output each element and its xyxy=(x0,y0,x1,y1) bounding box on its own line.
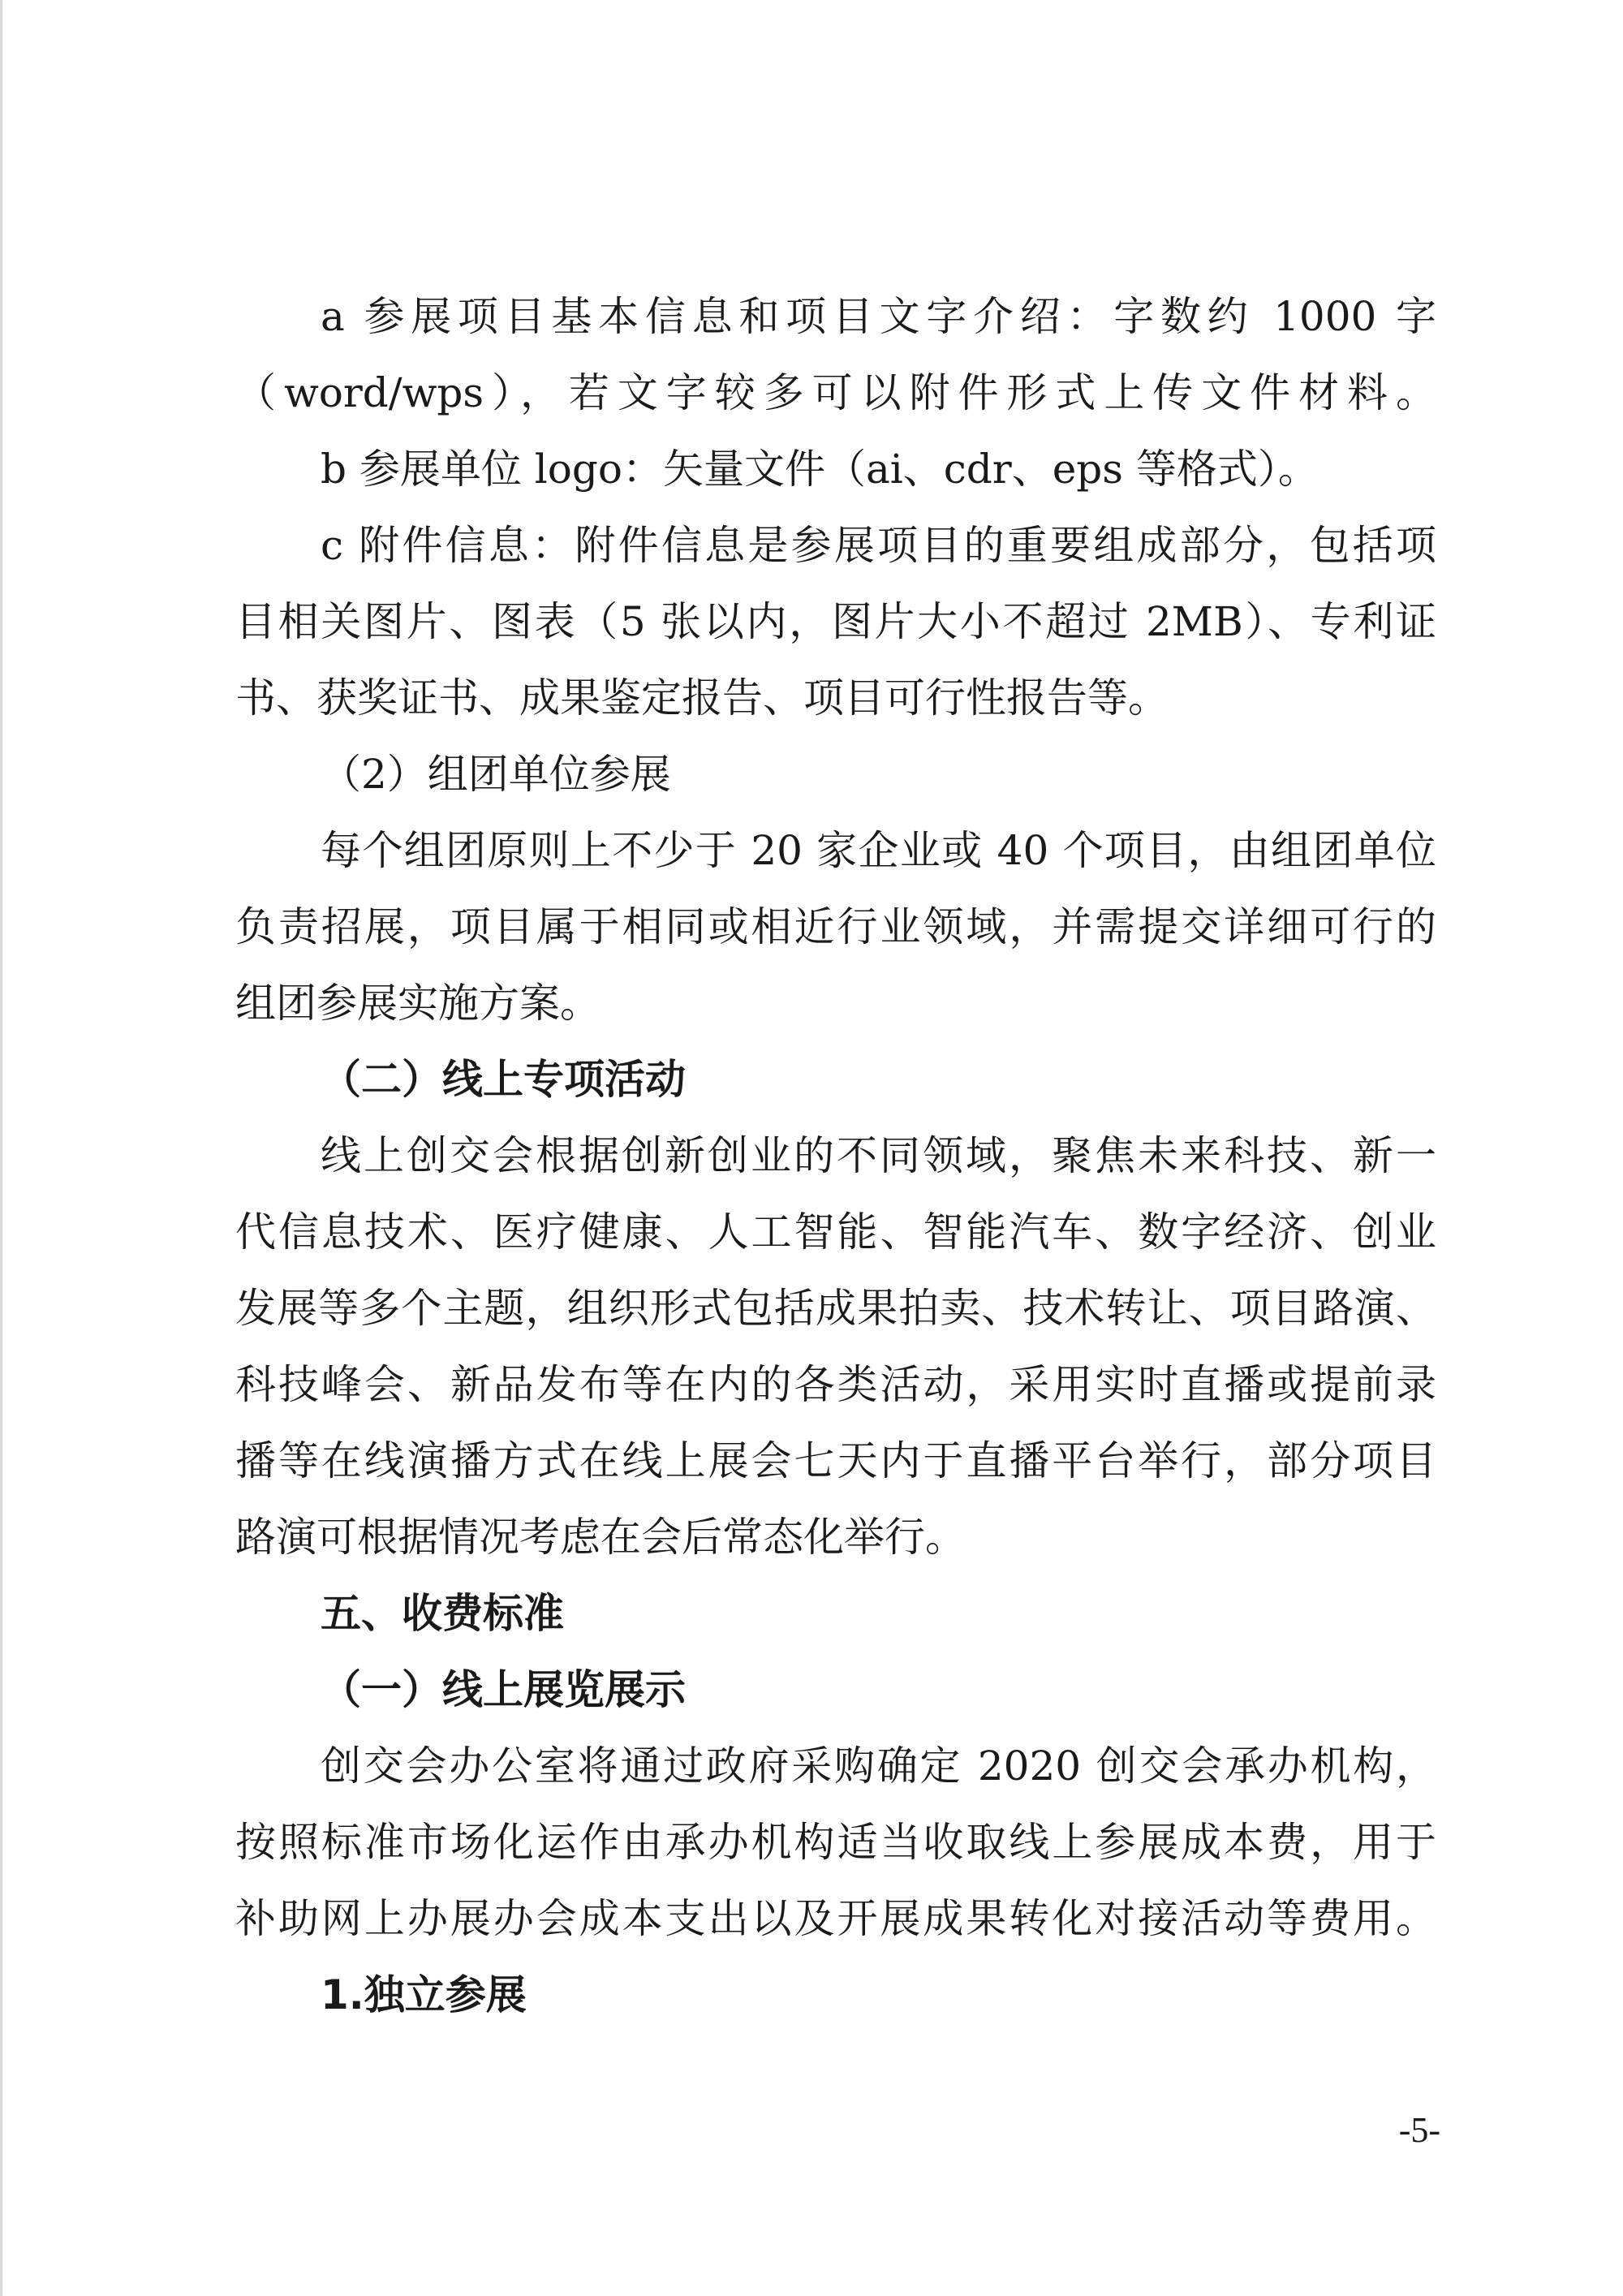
paragraph-line-10: 线上创交会根据创新创业的不同领域，聚焦未来科技、新一 xyxy=(321,1132,1436,1179)
section-heading-online-exhibition: （一）线上展览展示 xyxy=(321,1666,686,1713)
paragraph-line-1: a 参展项目基本信息和项目文字介绍：字数约 1000 字 xyxy=(321,293,1436,340)
subheading-group-exhibit: （2）组团单位参展 xyxy=(321,751,671,798)
paragraph-line-11: 代信息技术、医疗健康、人工智能、智能汽车、数字经济、创业 xyxy=(235,1208,1436,1256)
paragraph-line-2: （word/wps），若文字较多可以附件形式上传文件材料。 xyxy=(235,369,1436,416)
section-heading-fees: 五、收费标准 xyxy=(321,1590,564,1637)
paragraph-line-18: 补助网上办展办会成本支出以及开展成果转化对接活动等费用。 xyxy=(235,1895,1436,1942)
paragraph-line-3: b 参展单位 logo：矢量文件（ai、cdr、eps 等格式）。 xyxy=(321,446,1319,493)
section-heading-online-activities: （二）线上专项活动 xyxy=(321,1056,686,1103)
paragraph-line-9: 组团参展实施方案。 xyxy=(235,980,601,1027)
paragraph-line-4: c 附件信息：附件信息是参展项目的重要组成部分，包括项 xyxy=(321,522,1436,569)
paragraph-line-12: 发展等多个主题，组织形式包括成果拍卖、技术转让、项目路演、 xyxy=(235,1285,1436,1332)
scan-edge xyxy=(0,0,2,2296)
page-number: -5- xyxy=(1398,2110,1440,2150)
paragraph-line-15: 路演可根据情况考虑在会后常态化举行。 xyxy=(235,1514,966,1561)
paragraph-line-5: 目相关图片、图表（5 张以内，图片大小不超过 2MB）、专利证 xyxy=(235,598,1436,645)
subheading-independent-exhibit: 1.独立参展 xyxy=(321,1971,527,2018)
paragraph-line-17: 按照标准市场化运作由承办机构适当收取线上参展成本费，用于 xyxy=(235,1819,1436,1866)
paragraph-line-6: 书、获奖证书、成果鉴定报告、项目可行性报告等。 xyxy=(235,674,1169,722)
paragraph-line-13: 科技峰会、新品发布等在内的各类活动，采用实时直播或提前录 xyxy=(235,1361,1436,1408)
paragraph-line-16: 创交会办公室将通过政府采购确定 2020 创交会承办机构， xyxy=(321,1742,1436,1790)
paragraph-line-14: 播等在线演播方式在线上展会七天内于直播平台举行，部分项目 xyxy=(235,1437,1436,1484)
paragraph-line-7: 每个组团原则上不少于 20 家企业或 40 个项目，由组团单位 xyxy=(321,827,1436,874)
paragraph-line-8: 负责招展，项目属于相同或相近行业领域，并需提交详细可行的 xyxy=(235,903,1436,950)
